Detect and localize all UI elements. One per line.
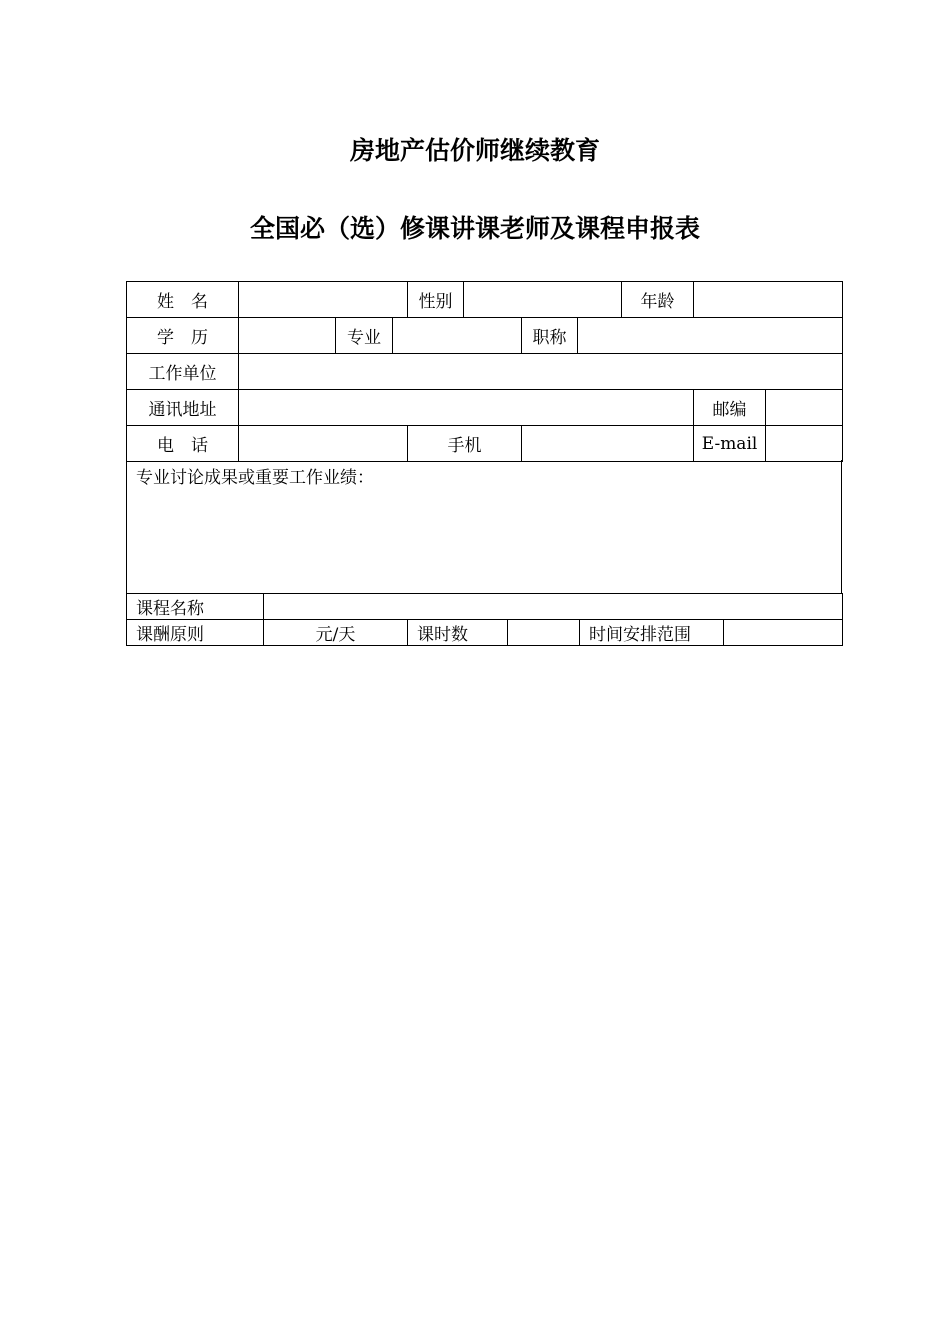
fee-unit: 元/天 [315,625,356,645]
applicant-info-table [126,281,843,462]
education-label: 学 历 [127,318,239,354]
phone-field[interactable] [239,426,408,462]
email-label: E-mail [694,426,766,462]
professional-title-field[interactable] [578,318,843,354]
major-label: 专业 [336,318,393,354]
course-name-field[interactable] [264,594,843,620]
schedule-field[interactable] [724,620,843,646]
employer-field[interactable] [239,354,843,390]
mobile-field[interactable] [522,426,694,462]
mobile-label: 手机 [408,426,522,462]
document-subtitle: 全国必（选）修课讲课老师及课程申报表 [249,214,700,243]
achievements-box[interactable] [126,460,842,594]
course-name-label: 课程名称 [127,594,264,620]
hours-label: 课时数 [408,620,508,646]
name-field[interactable] [239,282,408,318]
age-field[interactable] [694,282,843,318]
row-course-name [127,594,843,620]
row-name [127,282,843,318]
postcode-label: 邮编 [694,390,766,426]
education-field[interactable] [239,318,336,354]
age-label: 年龄 [622,282,694,318]
achievements-label: 专业讨论成果或重要工作业绩： [136,468,374,488]
address-field[interactable] [239,390,694,426]
course-info-table [126,593,843,646]
row-education [127,318,843,354]
document-title: 房地产估价师继续教育 [349,136,600,165]
gender-label: 性别 [408,282,464,318]
email-field[interactable] [766,426,843,462]
major-field[interactable] [393,318,522,354]
professional-title-label: 职称 [522,318,578,354]
row-fee [127,620,843,646]
postcode-field[interactable] [766,390,843,426]
gender-field[interactable] [464,282,622,318]
name-label: 姓 名 [127,282,239,318]
address-label: 通讯地址 [127,390,239,426]
hours-field[interactable] [508,620,580,646]
employer-label: 工作单位 [127,354,239,390]
row-phone [127,426,843,462]
fee-label: 课酬原则 [127,620,264,646]
schedule-label: 时间安排范围 [580,620,724,646]
fee-field[interactable] [264,620,408,646]
phone-label: 电 话 [127,426,239,462]
row-employer [127,354,843,390]
row-address [127,390,843,426]
